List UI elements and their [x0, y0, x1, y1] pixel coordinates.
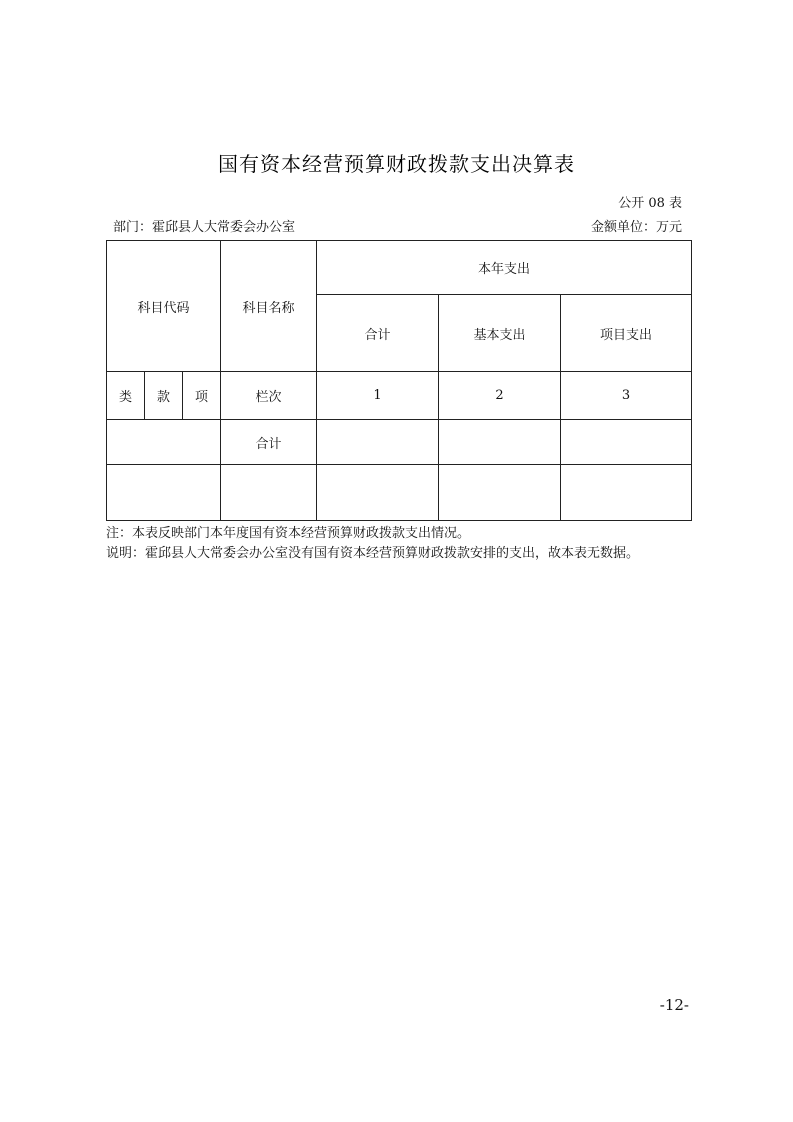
header-subject-code: 科目代码 — [107, 241, 221, 372]
empty-cell-code — [107, 465, 221, 521]
column-index-row — [107, 372, 692, 420]
header-total: 合计 — [317, 295, 439, 372]
amount-unit-label: 金额单位：万元 — [590, 220, 682, 235]
total-row-project — [561, 420, 692, 465]
table-explanation: 说明：霍邱县人大常委会办公室没有国有资本经营预算财政拨款安排的支出，故本表无数据。 — [106, 546, 640, 561]
notes-block — [106, 524, 639, 564]
header-current-expenditure: 本年支出 — [317, 241, 692, 295]
header-project-expenditure: 项目支出 — [561, 295, 692, 372]
column-index-2: 2 — [439, 372, 561, 420]
page-number: -12- — [659, 996, 689, 1014]
total-row-label: 合计 — [221, 420, 317, 465]
total-row-basic — [439, 420, 561, 465]
table-note: 注：本表反映部门本年度国有资本经营预算财政拨款支出情况。 — [106, 526, 471, 541]
total-row-code — [107, 420, 221, 465]
header-subject-name: 科目名称 — [221, 241, 317, 372]
header-row-1 — [107, 241, 692, 295]
empty-data-row — [107, 465, 692, 521]
column-index-3: 3 — [561, 372, 692, 420]
sub-header-xiang: 项 — [183, 372, 221, 420]
empty-cell-project — [561, 465, 692, 521]
sub-header-lei: 类 — [107, 372, 145, 420]
header-basic-expenditure: 基本支出 — [439, 295, 561, 372]
page-title: 国有资本经营预算财政拨款支出决算表 — [218, 152, 575, 176]
empty-cell-name — [221, 465, 317, 521]
column-index-1: 1 — [317, 372, 439, 420]
sub-header-kuan: 款 — [145, 372, 183, 420]
empty-cell-basic — [439, 465, 561, 521]
expenditure-table — [106, 240, 692, 521]
department-label: 部门：霍邱县人大常委会办公室 — [113, 220, 296, 235]
total-row-sum — [317, 420, 439, 465]
column-index-label: 栏次 — [221, 372, 317, 420]
form-number: 公开 08 表 — [618, 196, 682, 211]
total-row — [107, 420, 692, 465]
empty-cell-total — [317, 465, 439, 521]
